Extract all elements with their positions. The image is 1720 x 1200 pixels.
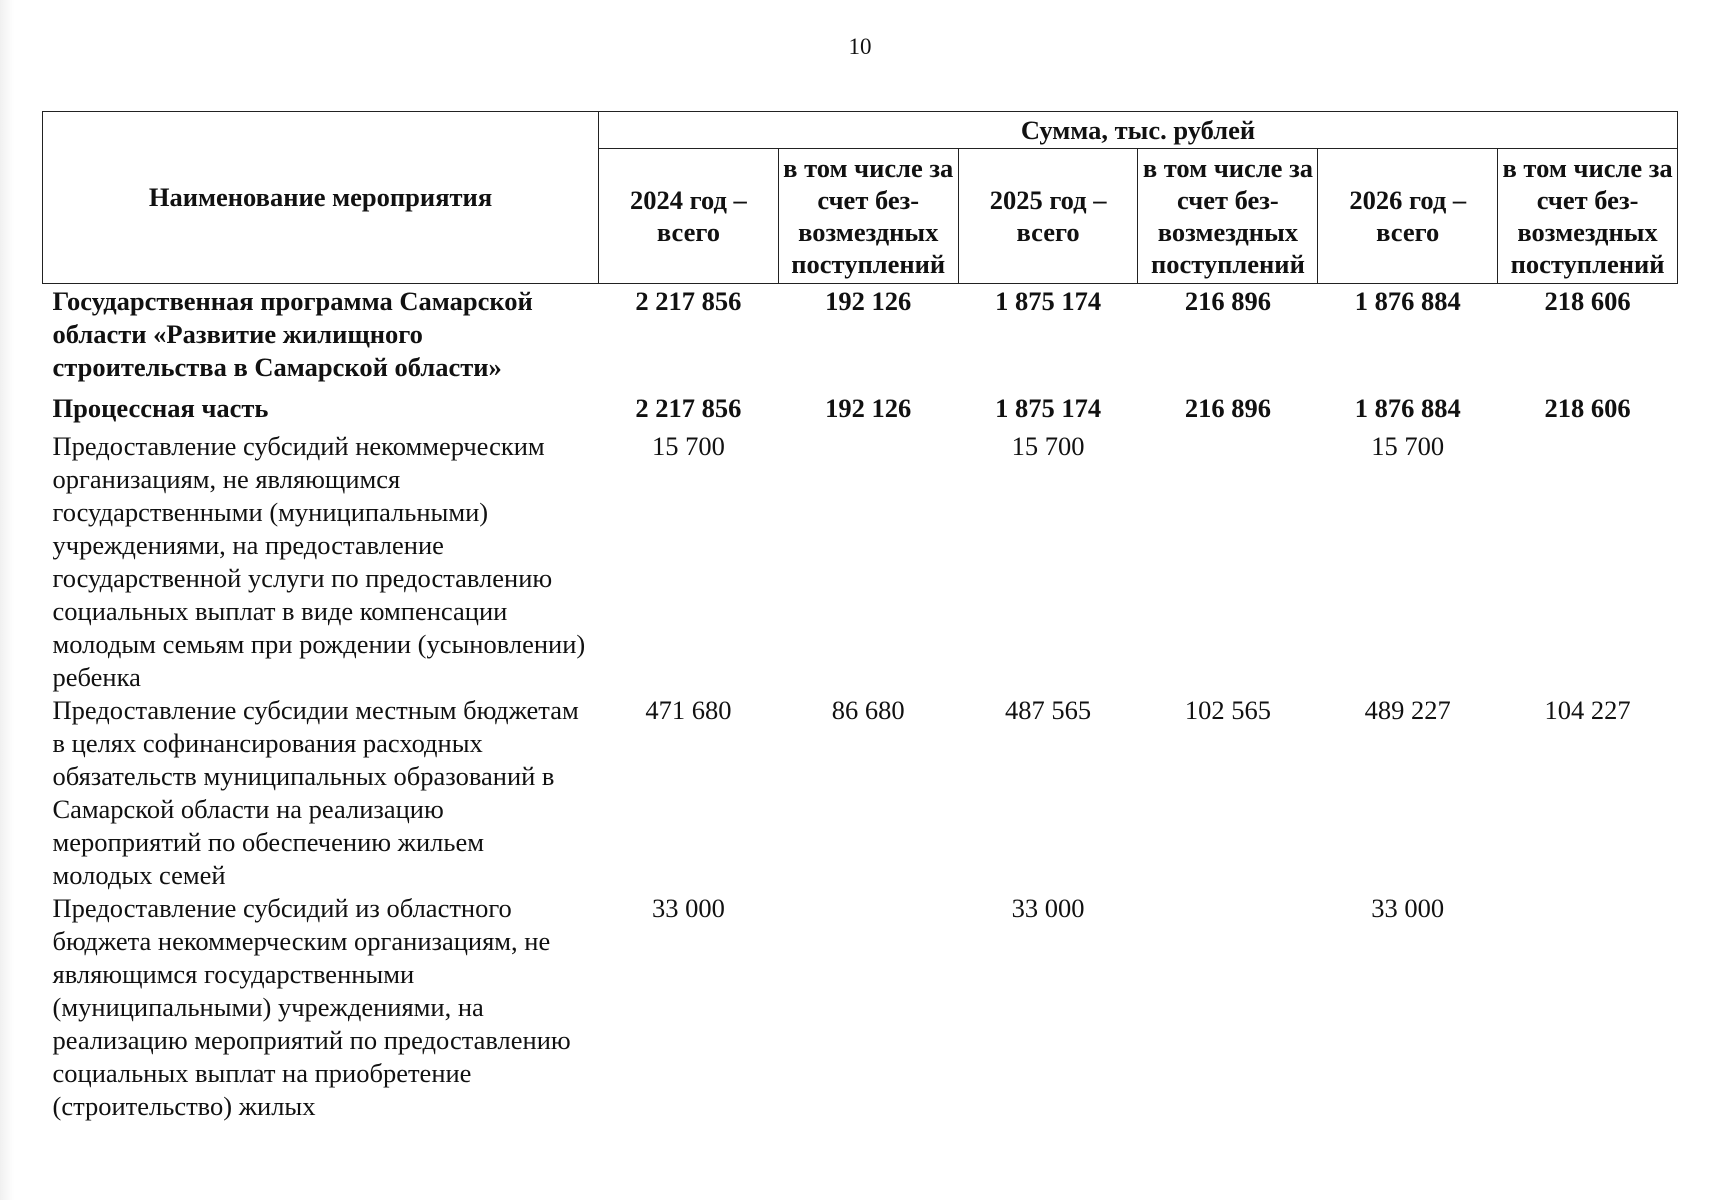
value-2025-total: 1 875 174 xyxy=(995,286,1102,316)
row-name: Предоставление субсидий некоммерческим организациям, не являющимся государственными (муниципальными) учреждениями, на предоставление государственной услуги по предоставлению социальных выплат в виде компенсации молодым семьям при рождении (усыновлении) ребенка xyxy=(52,431,586,692)
value-2026-total: 489 227 xyxy=(1364,695,1451,725)
row-name: Государственная программа Самарской области «Развитие жилищного строительства в Самарской области» xyxy=(52,286,533,382)
table-body xyxy=(43,284,1678,1124)
table-row xyxy=(43,430,1678,694)
value-2025-total: 1 875 174 xyxy=(995,393,1102,423)
value-2024-total: 2 217 856 xyxy=(635,393,742,423)
table-row xyxy=(43,694,1678,892)
value-2025-grants xyxy=(1138,430,1318,694)
table-row xyxy=(43,892,1678,1123)
value-2024-total: 15 700 xyxy=(651,431,725,461)
value-2026-total: 1 876 884 xyxy=(1354,286,1461,316)
page-number: 10 xyxy=(848,34,872,59)
value-2024-grants: 192 126 xyxy=(825,393,912,423)
header-2024-grants: в том числе за счет без-возмездных поступлений xyxy=(778,149,958,284)
value-2026-total: 33 000 xyxy=(1371,893,1445,923)
value-2026-total: 1 876 884 xyxy=(1354,393,1461,423)
value-2026-total: 15 700 xyxy=(1371,431,1445,461)
value-2026-grants: 104 227 xyxy=(1544,695,1631,725)
value-2026-grants xyxy=(1498,892,1678,1123)
value-2025-grants: 216 896 xyxy=(1184,286,1271,316)
header-2026-total: 2026 год – всего xyxy=(1318,149,1498,284)
budget-table xyxy=(42,111,1678,1123)
scan-edge-shadow xyxy=(0,0,14,1200)
value-2026-grants: 218 606 xyxy=(1544,286,1631,316)
value-2024-grants xyxy=(778,892,958,1123)
value-2024-grants: 86 680 xyxy=(831,695,905,725)
value-2024-grants: 192 126 xyxy=(825,286,912,316)
value-2025-total: 15 700 xyxy=(1011,431,1085,461)
table-header xyxy=(43,112,1678,284)
table-row-program xyxy=(43,284,1678,385)
value-2024-grants xyxy=(778,430,958,694)
value-2025-grants: 216 896 xyxy=(1184,393,1271,423)
header-2025-grants: в том числе за счет без-возмездных поступлений xyxy=(1138,149,1318,284)
header-event-name: Наименование мероприятия xyxy=(43,112,599,284)
value-2025-grants xyxy=(1138,892,1318,1123)
value-2025-total: 487 565 xyxy=(1005,695,1092,725)
value-2024-total: 471 680 xyxy=(645,695,732,725)
value-2024-total: 2 217 856 xyxy=(635,286,742,316)
row-name: Процессная часть xyxy=(52,393,269,423)
table-row-process xyxy=(43,384,1678,430)
value-2024-total: 33 000 xyxy=(651,893,725,923)
value-2026-grants: 218 606 xyxy=(1544,393,1631,423)
row-name: Предоставление субсидии местным бюджетам в целях софинансирования расходных обязательств муниципальных образований в Самарской области на реализацию мероприятий по обеспечению жильем молодых семей xyxy=(52,695,579,890)
value-2025-grants: 102 565 xyxy=(1184,695,1271,725)
header-sum-group: Сумма, тыс. рублей xyxy=(599,112,1678,149)
header-2026-grants: в том числе за счет без-возмездных поступлений xyxy=(1498,149,1678,284)
value-2026-grants xyxy=(1498,430,1678,694)
header-2025-total: 2025 год – всего xyxy=(958,149,1138,284)
row-name: Предоставление субсидий из областного бюджета некоммерческим организациям, не являющимся государственными (муниципальными) учреждениями, на реализацию мероприятий по предоставлению социальных выплат на приобретение (строительство) жилых xyxy=(52,893,571,1121)
header-2024-total: 2024 год – всего xyxy=(599,149,779,284)
value-2025-total: 33 000 xyxy=(1011,893,1085,923)
